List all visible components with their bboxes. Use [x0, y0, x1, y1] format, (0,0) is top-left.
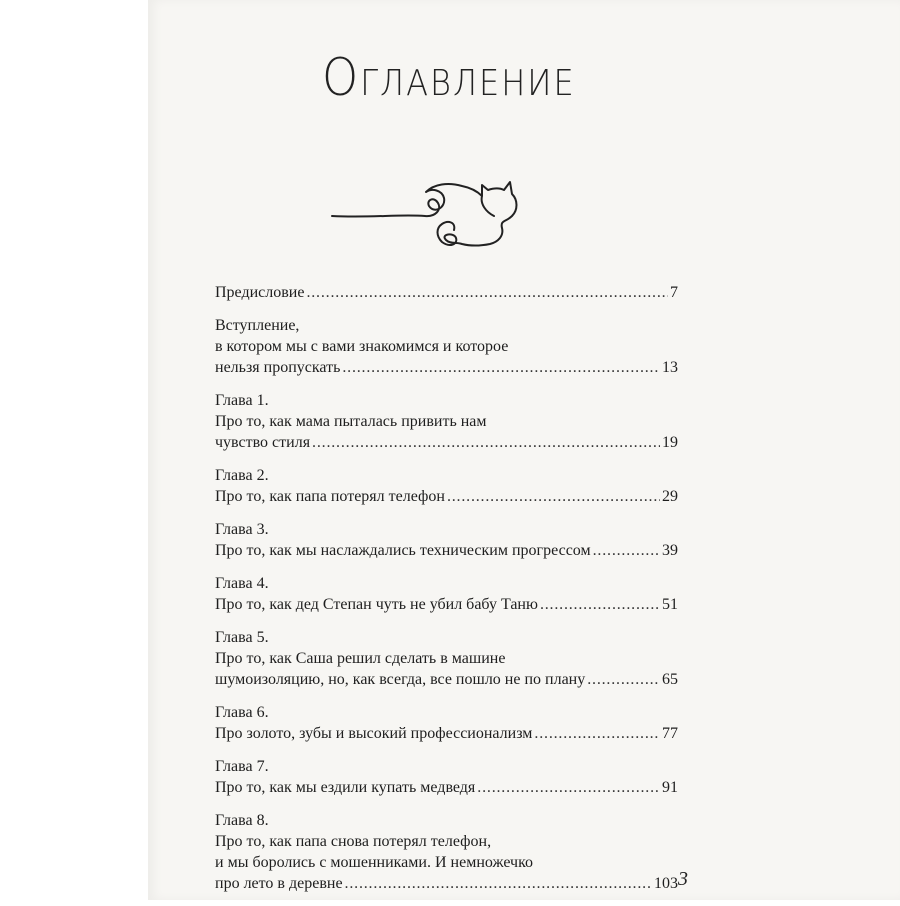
page-number: 3	[678, 868, 688, 890]
toc-entry-line: Про то, как мама пыталась привить нам	[215, 413, 487, 430]
toc-entry-line: Глава 1.	[215, 392, 269, 409]
toc-entry-chapter-5[interactable]	[215, 627, 678, 690]
toc-entry-chapter-4[interactable]	[215, 573, 678, 615]
dot-leader	[306, 282, 668, 303]
toc-entry-line: Глава 3.	[215, 521, 269, 538]
page-title: Оглавление	[322, 46, 576, 108]
toc-page-number: 29	[662, 488, 678, 505]
toc-entry-title: Про то, как мы ездили купать медведя	[215, 779, 476, 796]
dot-leader	[540, 594, 660, 615]
toc-entry-title: шумоизоляцию, но, как всегда, все пошло не по плану	[215, 671, 586, 688]
dot-leader	[312, 432, 660, 453]
toc-page-number: 65	[662, 671, 678, 688]
toc-entry-title: Про то, как мы наслаждались техническим прогрессом	[215, 542, 591, 559]
toc-entry-chapter-6[interactable]	[215, 702, 678, 744]
toc-entry-line: в котором мы с вами знакомимся и которое	[215, 338, 509, 355]
toc-entry-line: Глава 2.	[215, 467, 269, 484]
toc-page-number: 7	[670, 284, 678, 301]
dot-leader	[593, 540, 660, 561]
toc-entry-line: и мы боролись с мошенниками. И немножечко	[215, 854, 534, 871]
toc-page-number: 51	[662, 596, 678, 613]
toc-page-number: 77	[662, 725, 678, 742]
dot-leader	[447, 486, 660, 507]
toc-entry-title: Предисловие	[215, 284, 305, 301]
toc-entry-title: Про золото, зубы и высокий профессионализм	[215, 725, 533, 742]
toc-entry-chapter-1[interactable]	[215, 390, 678, 453]
toc-entry-title: Про то, как папа потерял телефон	[215, 488, 445, 505]
toc-entry-title: чувство стиля	[215, 434, 311, 451]
toc-entry-title: Про то, как дед Степан чуть не убил бабу Таню	[215, 596, 538, 613]
toc-entry-chapter-2[interactable]	[215, 465, 678, 507]
toc-page-number: 13	[662, 359, 678, 376]
toc-entry-line: Про то, как Саша решил сделать в машине	[215, 650, 506, 667]
toc-page-number: 103	[654, 875, 678, 892]
toc-entry-line: Вступление,	[215, 317, 300, 334]
toc-entry-chapter-8[interactable]	[215, 810, 678, 894]
dot-leader	[345, 873, 652, 894]
toc-page-number: 91	[662, 779, 678, 796]
toc-entry-line: Глава 4.	[215, 575, 269, 592]
toc-entry-line: Глава 8.	[215, 812, 269, 829]
dot-leader	[477, 777, 660, 798]
toc-page-number: 39	[662, 542, 678, 559]
toc-entry-title: про лето в деревне	[215, 875, 343, 892]
dot-leader	[342, 357, 660, 378]
dot-leader	[534, 723, 660, 744]
toc-entry-preface[interactable]	[215, 282, 678, 303]
cat-line-drawing-icon	[330, 170, 530, 260]
toc-page-number: 19	[662, 434, 678, 451]
toc-entry-chapter-7[interactable]	[215, 756, 678, 798]
toc-entry-line: Глава 5.	[215, 629, 269, 646]
table-of-contents	[215, 282, 678, 906]
toc-entry-title: нельзя пропускать	[215, 359, 341, 376]
toc-entry-line: Глава 6.	[215, 704, 269, 721]
toc-entry-chapter-3[interactable]	[215, 519, 678, 561]
toc-entry-line: Про то, как папа снова потерял телефон,	[215, 833, 492, 850]
toc-entry-introduction[interactable]	[215, 315, 678, 378]
toc-entry-line: Глава 7.	[215, 758, 269, 775]
dot-leader	[587, 669, 660, 690]
